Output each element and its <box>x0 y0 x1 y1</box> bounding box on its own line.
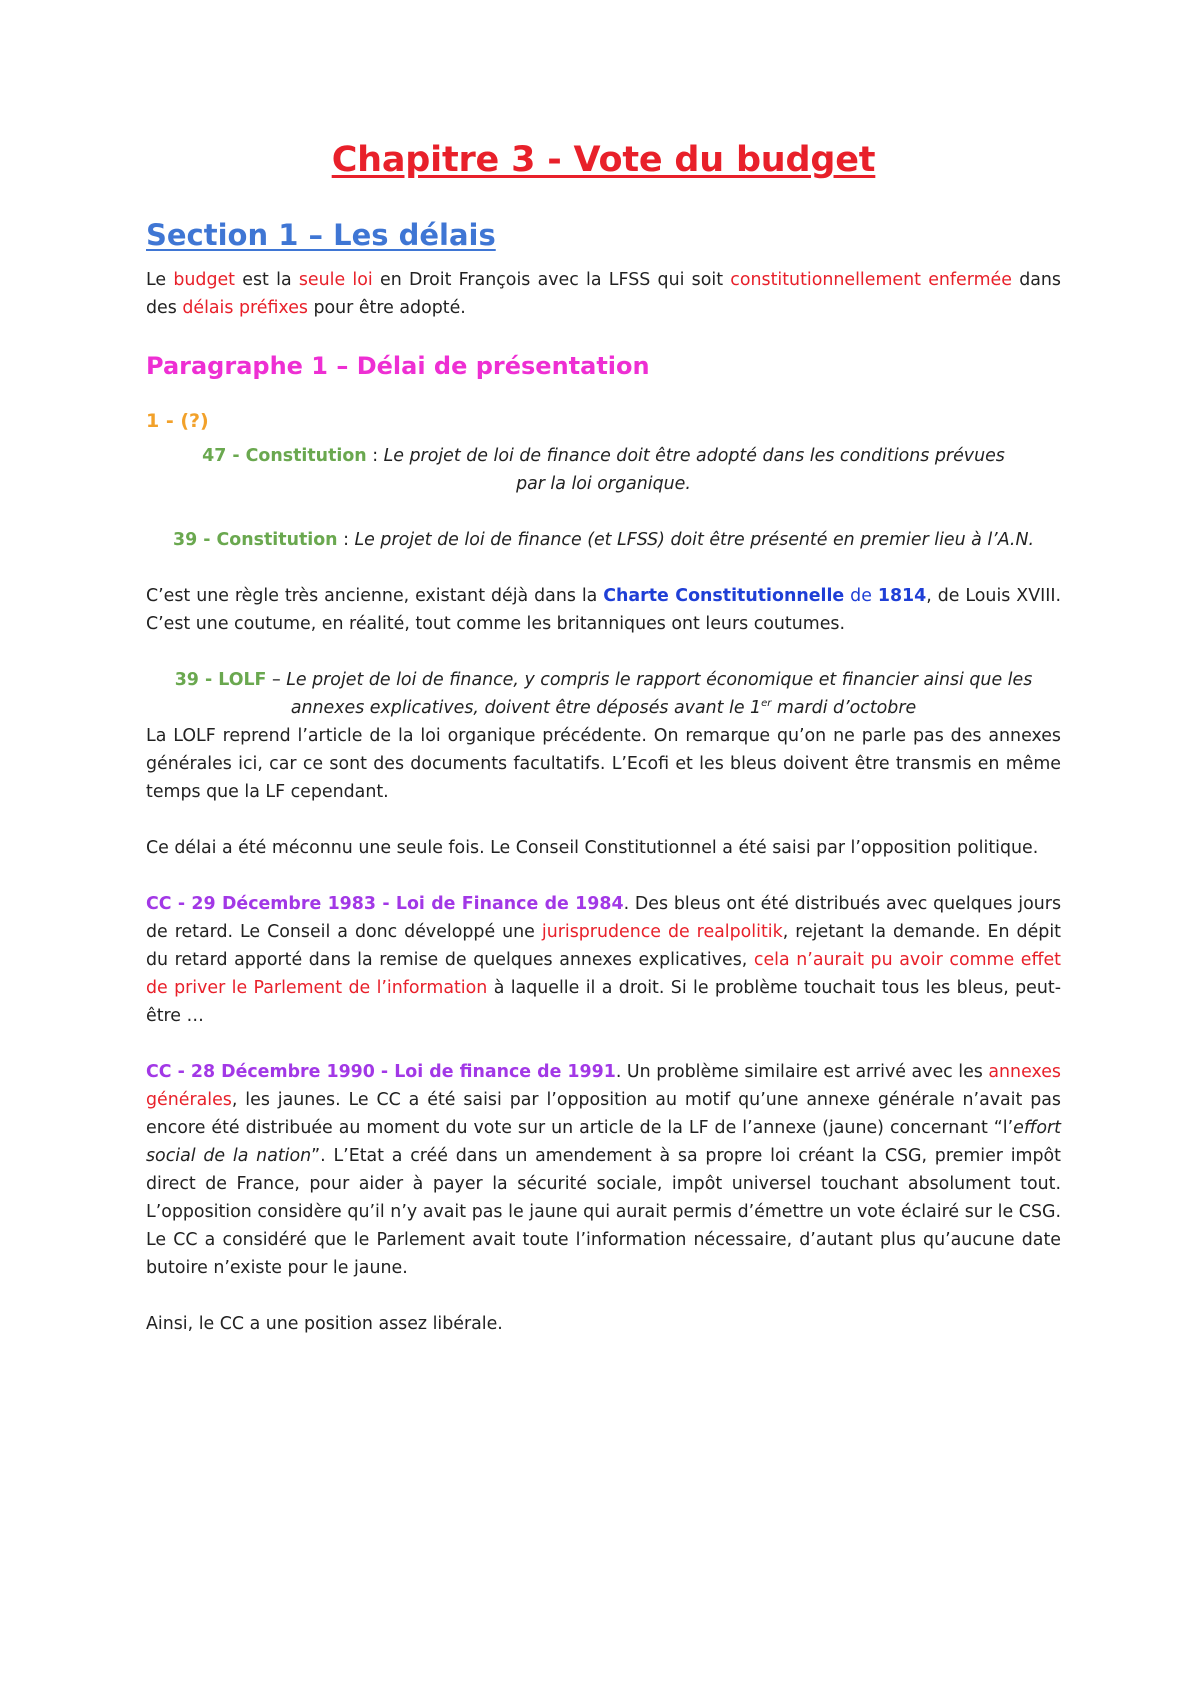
quote-ref: 39 - Constitution <box>173 530 338 550</box>
quote-ref: 47 - Constitution <box>202 446 367 466</box>
highlight-annexes: annexes générales <box>146 1062 1061 1110</box>
highlight-charte: Charte Constitutionnelle <box>603 586 845 606</box>
decision-ref: CC - 28 Décembre 1990 - Loi de finance de 1991 <box>146 1062 616 1082</box>
quote-art47: 47 - Constitution : Le projet de loi de finance doit être adopté dans les conditions prévues par la loi organique. <box>202 446 1005 494</box>
document-page <box>146 140 1061 1338</box>
highlight-seule-loi: seule loi <box>298 270 373 290</box>
subsection-title: 1 - (?) <box>146 410 209 432</box>
paragraph-conclusion: Ainsi, le CC a une position assez libérale. <box>146 1314 503 1334</box>
quote-text: Le projet de loi de finance (et LFSS) doit être présenté en premier lieu à l’A.N. <box>354 530 1034 550</box>
decision-ref: CC - 29 Décembre 1983 - Loi de Finance de 1984 <box>146 894 624 914</box>
paragraph-cc-1990: CC - 28 Décembre 1990 - Loi de finance de 1991. Un problème similaire est arrivé avec les annexes générales, les jaunes. Le CC a été saisi par l’opposition au motif qu’une annexe générale n’avait pas encore été distribuée au moment du vote sur un article de la LF de l’annexe (jaune) concernant “l’effort social de la nation”. L’Etat a créé dans un amendement à sa propre loi créant la CSG, premier impôt direct de France, pour aider à payer la sécurité sociale, impôt universel touchant absolument tout. L’opposition considère qu’il n’y avait pas le jaune qui aurait permis d’émettre un vote éclairé sur le CSG. Le CC a considéré que le Parlement avait toute l’information nécessaire, d’autant plus qu’aucune date butoire n’existe pour le jaune. <box>146 1062 1061 1278</box>
quote-ref: 39 - LOLF <box>174 670 267 690</box>
paragraph-lolf: La LOLF reprend l’article de la loi organique précédente. On remarque qu’on ne parle pas des annexes générales ici, car ce sont des documents facultatifs. L’Ecofi et les bleus doivent être transmis en même temps que la LF cependant. <box>146 726 1061 802</box>
highlight-year: 1814 <box>877 586 927 606</box>
highlight-information: cela n’aurait pu avoir comme effet de priver le Parlement de l’information <box>146 950 1062 998</box>
section-intro: Le budget est la seule loi en Droit François avec la LFSS qui soit constitutionnellement enfermée dans des délais préfixes pour être adopté. <box>146 270 1061 318</box>
quote-art39: 39 - Constitution : Le projet de loi de finance (et LFSS) doit être présenté en premier lieu à l’A.N. <box>173 530 1034 550</box>
highlight-constitutionnellement: constitutionnellement enfermée <box>730 270 1012 290</box>
quote-text: Le projet de loi de finance, y compris le rapport économique et financier ainsi que les annexes explicatives, doivent être déposés avant le 1 <box>286 670 1033 718</box>
paragraph-title: Paragraphe 1 – Délai de présentation <box>146 352 650 380</box>
section-title: Section 1 – Les délais <box>146 218 496 252</box>
paragraph-cc-1983: CC - 29 Décembre 1983 - Loi de Finance de 1984. Des bleus ont été distribués avec quelques jours de retard. Le Conseil a donc développé une jurisprudence de realpolitik, rejetant la demande. En dépit du retard apporté dans la remise de quelques annexes explicatives, cela n’aurait pu avoir comme effet de priver le Parlement de l’information à laquelle il a droit. Si le problème touchait tous les bleus, peut-être … <box>146 894 1062 1026</box>
page-title: Chapitre 3 - Vote du budget <box>331 140 876 180</box>
paragraph-delai: Ce délai a été méconnu une seule fois. Le Conseil Constitutionnel a été saisi par l’opposition politique. <box>146 838 1039 858</box>
paragraph-charte: C’est une règle très ancienne, existant déjà dans la Charte Constitutionnelle de 1814, de Louis XVIII. C’est une coutume, en réalité, tout comme les britanniques ont leurs coutumes. <box>146 586 1061 634</box>
highlight-jurisprudence: jurisprudence de realpolitik <box>541 922 783 942</box>
highlight-budget: budget <box>173 270 236 290</box>
highlight-delais: délais préfixes <box>182 298 308 318</box>
quote-lolf39: 39 - LOLF – Le projet de loi de finance, y compris le rapport économique et financier ainsi que les annexes explicatives, doivent être déposés avant le 1er mardi d’octobre <box>174 670 1033 718</box>
quote-text: Le projet de loi de finance doit être adopté dans les conditions prévues par la loi organique. <box>383 446 1005 494</box>
